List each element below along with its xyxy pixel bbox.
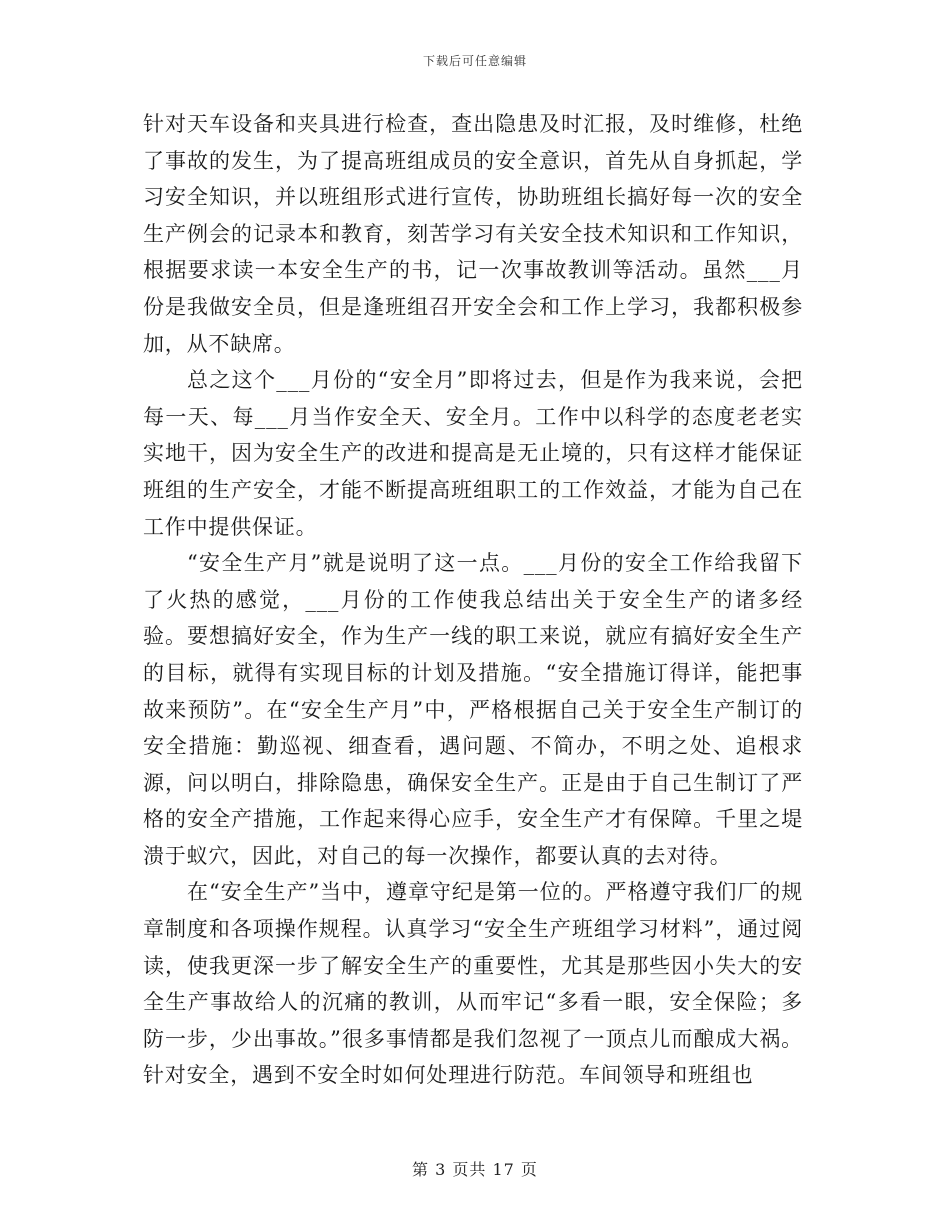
paragraph-discipline: 在“安全生产”当中，遵章守纪是第一位的。严格遵守我们厂的规章制度和各项操作规程。认真学习“安全生产班组学习材料”，通过阅读，使我更深一步了解安全生产的重要性，尤其是那些因小失大的安全生产事故给人的沉痛的教训，从而牢记“多看一眼，安全保险；多防一步，少出事故。”很多事情都是我们忽视了一顶点儿而酿成大祸。针对安全，遇到不安全时如何处理进行防范。车间领导和班组也 bbox=[143, 880, 803, 1088]
paragraph-safety-month: 总之这个___月份的“安全月”即将过去，但是作为我来说，会把每一天、每___月当作安全天、安全月。工作中以科学的态度老老实实地干，因为安全生产的改进和提高是无止境的，只有这样才能保证班组的生产安全，才能不断提高班组职工的工作效益，才能为自己在工作中提供保证。 bbox=[143, 368, 803, 539]
paragraph-continuation: 针对天车设备和夹具进行检查，查出隐患及时汇报，及时维修，杜绝了事故的发生，为了提高班组成员的安全意识，首先从自身抓起，学习安全知识，并以班组形式进行宣传，协助班组长搞好每一次的安全生产例会的记录本和教育，刻苦学习有关安全技术知识和工作知识，根据要求读一本安全生产的书，记一次事故教训等活动。虽然___月份是我做安全员，但是逢班组召开安全会和工作上学习，我都积极参加，从不缺席。 bbox=[143, 112, 803, 356]
document-body bbox=[143, 106, 803, 1094]
paragraph-safety-production-month: “安全生产月”就是说明了这一点。___月份的安全工作给我留下了火热的感觉，___月份的工作使我总结出关于安全生产的诸多经验。要想搞好安全，作为生产一线的职工来说，就应有搞好安全生产的目标，就得有实现目标的计划及措施。“安全措施订得详，能把事故来预防”。在“安全生产月”中，严格根据自己关于安全生产制订的安全措施：勤巡视、细查看，遇问题、不简办，不明之处、追根求源，问以明白，排除隐患，确保安全生产。正是由于自己生制订了严格的安全产措施，工作起来得心应手，安全生产才有保障。千里之堤溃于蚁穴，因此，对自己的每一次操作，都要认真的去对待。 bbox=[143, 551, 803, 868]
page-number: 第 3 页共 17 页 bbox=[412, 1160, 538, 1179]
page-header: 下载后可任意编辑 bbox=[422, 54, 527, 68]
